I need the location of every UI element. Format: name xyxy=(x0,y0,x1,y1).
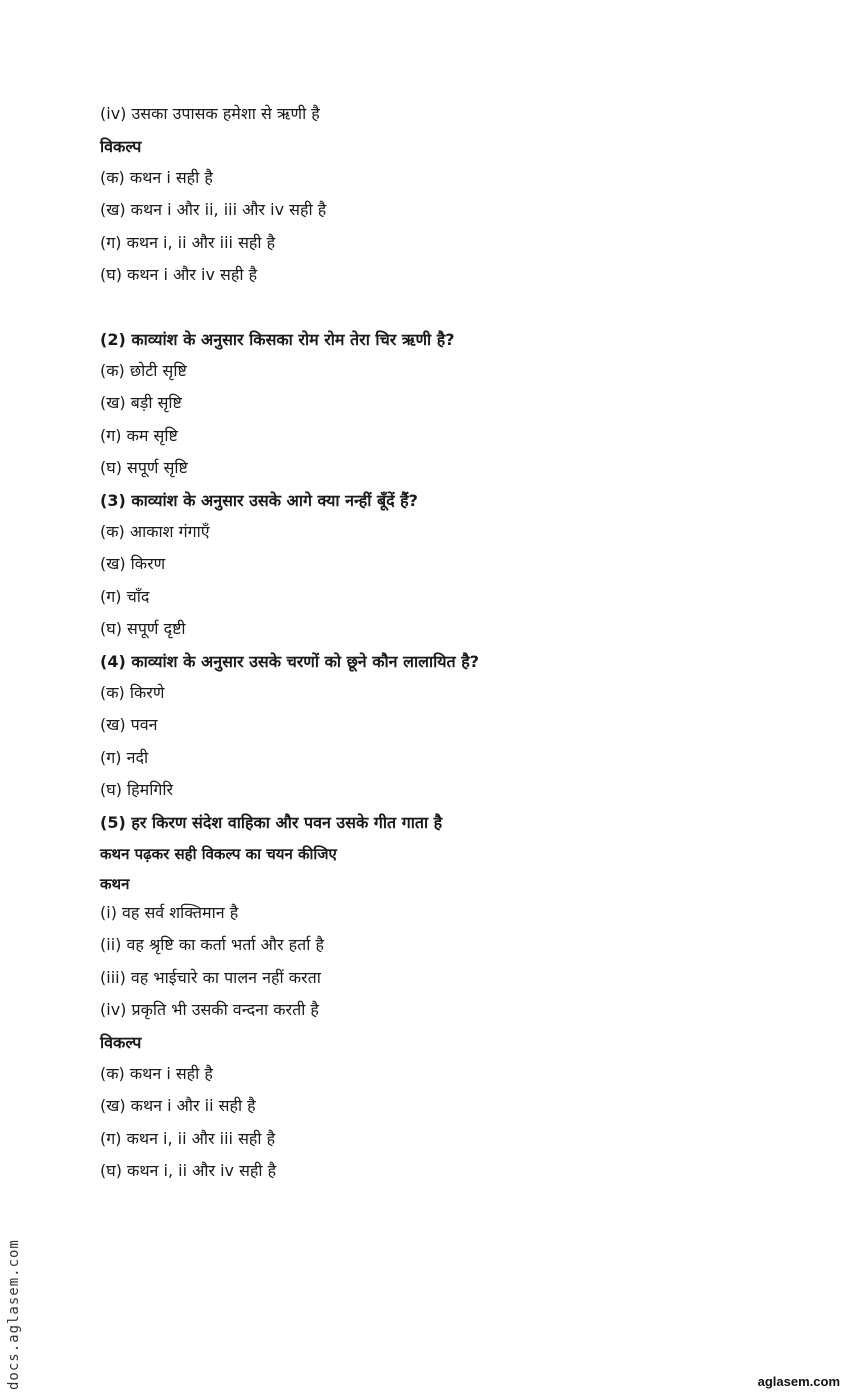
options-heading: विकल्प xyxy=(100,137,142,156)
q5-instruction: कथन पढ़कर सही विकल्प का चयन कीजिए xyxy=(100,845,337,863)
q5-option-gha: (घ) कथन i, ii और iv सही है xyxy=(100,1161,277,1180)
q5-statement-i: (i) वह सर्व शक्तिमान है xyxy=(100,903,239,922)
statement-iv: (iv) उसका उपासक हमेशा से ऋणी है xyxy=(100,104,320,123)
q2-option-kha: (ख) बड़ी सृष्टि xyxy=(100,393,182,412)
side-watermark: docs.aglasem.com xyxy=(6,1239,22,1390)
q4-option-ka: (क) किरणे xyxy=(100,683,165,702)
q4-option-ga: (ग) नदी xyxy=(100,748,149,767)
option-ga: (ग) कथन i, ii और iii सही है xyxy=(100,233,276,252)
option-ka: (क) कथन i सही है xyxy=(100,168,213,187)
q5-statement-iv: (iv) प्रकृति भी उसकी वन्दना करती है xyxy=(100,1000,319,1019)
q3-option-gha: (घ) सपूर्ण दृष्टी xyxy=(100,619,186,638)
q5-options-heading: विकल्प xyxy=(100,1033,142,1052)
q5-statement-iii: (iii) वह भाईचारे का पालन नहीं करता xyxy=(100,968,321,987)
q5-option-kha: (ख) कथन i और ii सही है xyxy=(100,1096,256,1115)
option-gha: (घ) कथन i और iv सही है xyxy=(100,265,258,284)
q2-option-ga: (ग) कम सृष्टि xyxy=(100,426,178,445)
q5-option-ka: (क) कथन i सही है xyxy=(100,1064,213,1083)
q4-option-gha: (घ) हिमगिरि xyxy=(100,780,174,799)
q3-option-ga: (ग) चाँद xyxy=(100,587,150,606)
corner-watermark: aglasem.com xyxy=(757,1374,840,1389)
q5-statement-ii: (ii) वह श्रृष्टि का कर्ता भर्ता और हर्ता है xyxy=(100,935,324,954)
q2-option-ka: (क) छोटी सृष्टि xyxy=(100,361,187,380)
q2-option-gha: (घ) सपूर्ण सृष्टि xyxy=(100,458,188,477)
question-3: (3) काव्यांश के अनुसार उसके आगे क्या नन्हीं बूँदें हैं? xyxy=(100,491,418,510)
q3-option-ka: (क) आकाश गंगाएँ xyxy=(100,522,210,541)
question-2: (2) काव्यांश के अनुसार किसका रोम रोम तेरा चिर ऋणी है? xyxy=(100,330,455,349)
question-4: (4) काव्यांश के अनुसार उसके चरणों को छूने कौन लालायित है? xyxy=(100,652,479,671)
q4-option-kha: (ख) पवन xyxy=(100,715,158,734)
q5-option-ga: (ग) कथन i, ii और iii सही है xyxy=(100,1129,276,1148)
q5-statements-heading: कथन xyxy=(100,875,130,893)
question-5: (5) हर किरण संदेश वाहिका और पवन उसके गीत गाता है xyxy=(100,813,443,832)
option-kha: (ख) कथन i और ii, iii और iv सही है xyxy=(100,200,327,219)
q3-option-kha: (ख) किरण xyxy=(100,554,166,573)
